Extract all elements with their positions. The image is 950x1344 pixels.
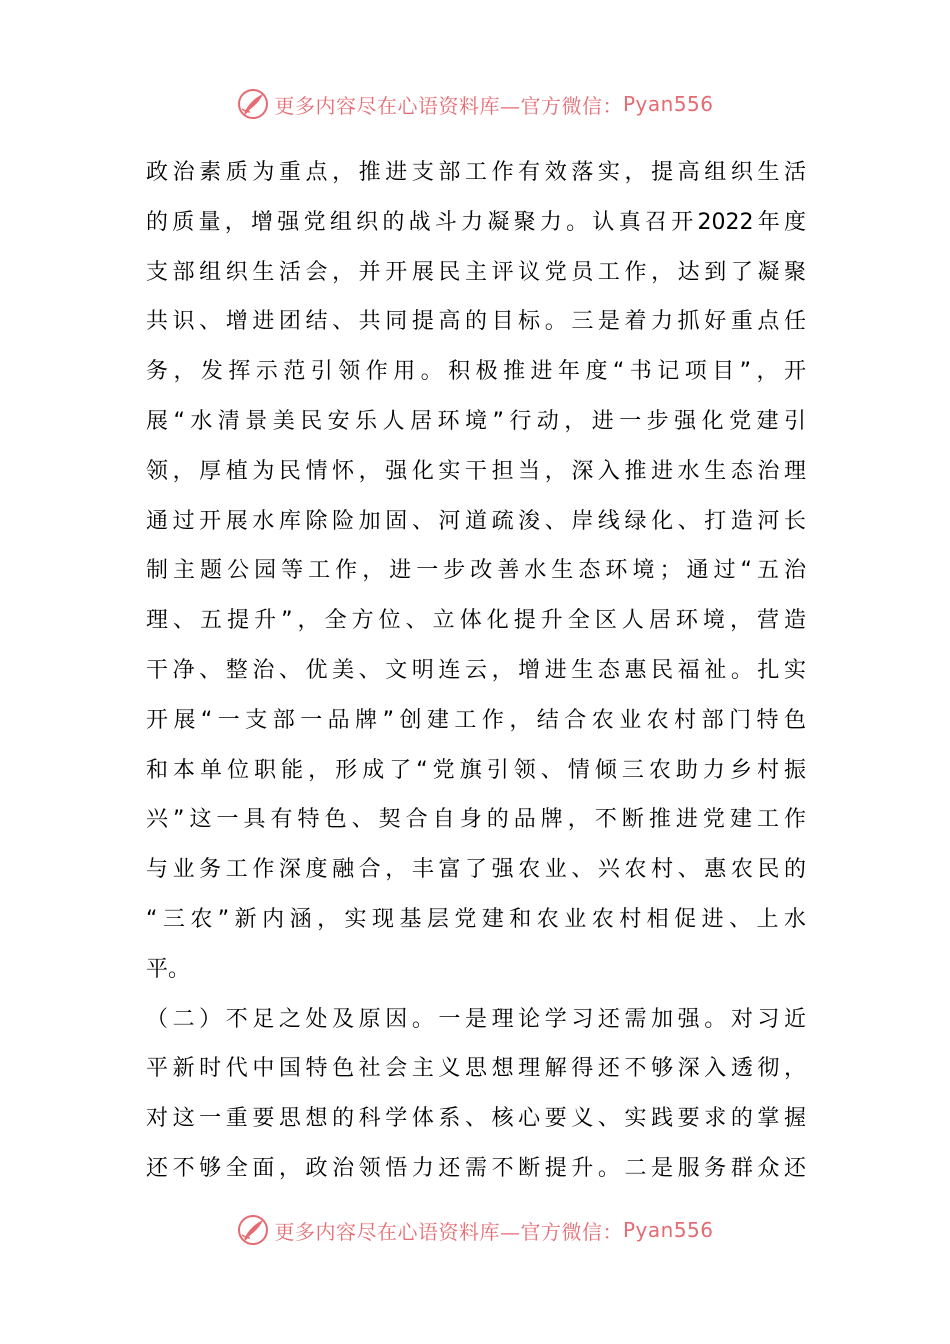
- footer-banner: [0, 1210, 950, 1250]
- header-banner: [0, 84, 950, 124]
- text-line: 平。: [146, 956, 191, 982]
- text-line: 政治素质为重点，推进支部工作有效落实，提高组织生活: [146, 160, 806, 185]
- text-line: 对这一重要思想的科学体系、核心要义、实践要求的掌握: [146, 1106, 806, 1132]
- text-line: “三农”新内涵，实现基层党建和农业农村相促进、上水: [146, 906, 806, 932]
- text-line: 务，发挥示范引领作用。积极推进年度“书记项目”，开: [146, 359, 806, 385]
- text-line: 平新时代中国特色社会主义思想理解得还不够深入透彻，: [146, 1056, 806, 1082]
- text-line: 展“水清景美民安乐人居环境”行动，进一步强化党建引: [146, 408, 806, 434]
- text-line: 干净、整治、优美、文明连云，增进生态惠民福祉。扎实: [146, 657, 806, 683]
- footer-banner-wechat-id: Pyan556: [622, 1218, 714, 1242]
- text-line: 通过开展水库除险加固、河道疏浚、岸线绿化、打造河长: [146, 508, 806, 534]
- text-line: 开展“一支部一品牌”创建工作，结合农业农村部门特色: [146, 707, 806, 733]
- pen-feather-logo-icon: [236, 1213, 270, 1247]
- pen-feather-logo-icon: [236, 87, 270, 121]
- text-line: （二）不足之处及原因。一是理论学习还需加强。对习近: [146, 1006, 806, 1032]
- text-line: 的质量，增强党组织的战斗力凝聚力。认真召开2022年度: [146, 209, 806, 235]
- footer-banner-text: 更多内容尽在心语资料库—官方微信：: [274, 1219, 623, 1244]
- text-line: 支部组织生活会，并开展民主评议党员工作，达到了凝聚: [146, 259, 806, 285]
- text-line: 制主题公园等工作，进一步改善水生态环境；通过“五治: [146, 558, 806, 584]
- text-line: 还不够全面，政治领悟力还需不断提升。二是服务群众还: [146, 1155, 806, 1181]
- text-line: 领，厚植为民情怀，强化实干担当，深入推进水生态治理: [146, 458, 806, 484]
- text-line: 与业务工作深度融合，丰富了强农业、兴农村、惠农民的: [146, 857, 806, 883]
- text-line: 和本单位职能，形成了“党旗引领、情倾三农助力乡村振: [146, 757, 806, 783]
- body-text: [146, 148, 806, 1194]
- text-line: 兴”这一具有特色、契合自身的品牌，不断推进党建工作: [146, 807, 806, 833]
- header-banner-text: 更多内容尽在心语资料库—官方微信：: [274, 93, 623, 118]
- header-banner-wechat-id: Pyan556: [622, 92, 714, 116]
- text-line: 理、五提升”，全方位、立体化提升全区人居环境，营造: [146, 608, 806, 634]
- text-line: 共识、增进团结、共同提高的目标。三是着力抓好重点任: [146, 309, 806, 335]
